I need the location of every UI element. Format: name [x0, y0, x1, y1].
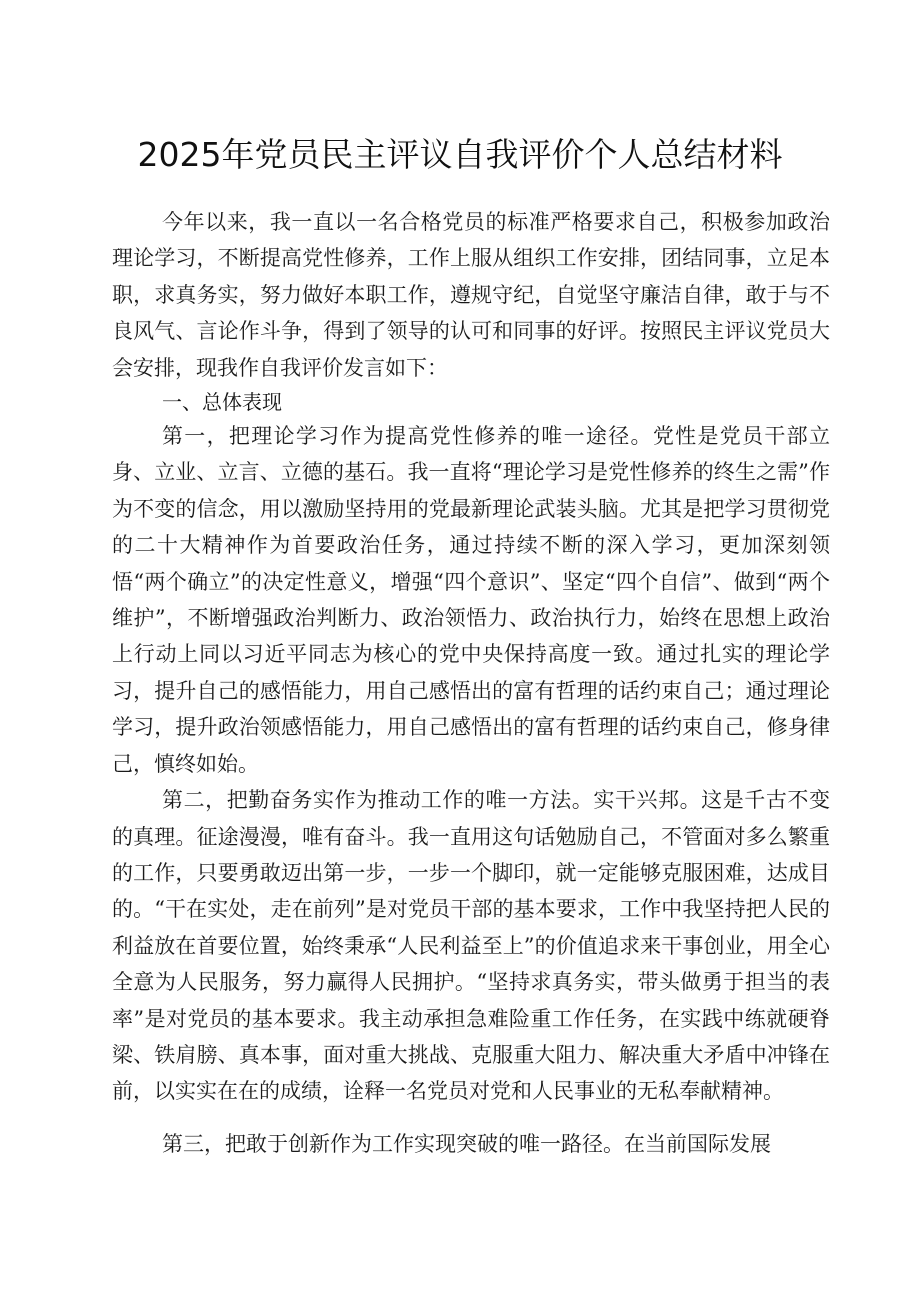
intro-paragraph: 今年以来，我一直以一名合格党员的标准严格要求自己，积极参加政治理论学习，不断提高党性修养，工作上服从组织工作安排，团结同事，立足本职，求真务实，努力做好本职工作，遵规守纪，自觉坚守廉洁自律，敢于与不良风气、言论作斗争，得到了领导的认可和同事的好评。按照民主评议党员大会安排，现我作自我评价发言如下： [112, 210, 830, 380]
document-body [112, 204, 830, 1162]
paragraph-spacer [112, 1110, 830, 1126]
paragraph-second: 第二，把勤奋务实作为推动工作的唯一方法。实干兴邦。这是千古不变的真理。征途漫漫，唯有奋斗。我一直用这句话勉励自己，不管面对多么繁重的工作，只要勇敢迈出第一步，一步一个脚印，就一定能够克服困难，达成目的。“干在实处，走在前列”是对党员干部的基本要求，工作中我坚持把人民的利益放在首要位置，始终秉承“人民利益至上”的价值追求来干事创业，用全心全意为人民服务，努力赢得人民拥护。“坚持求真务实，带头做勇于担当的表率”是对党员的基本要求。我主动承担急难险重工作任务，在实践中练就硬脊梁、铁肩膀、真本事，面对重大挑战、克服重大阻力、解决重大矛盾中冲锋在前，以实实在在的成绩，诠释一名党员对党和人民事业的无私奉献精神。 [112, 788, 830, 1104]
paragraph-third: 第三，把敢于创新作为工作实现突破的唯一路径。在当前国际发展 [162, 1131, 771, 1156]
paragraph-first: 第一，把理论学习作为提高党性修养的唯一途径。党性是党员干部立身、立业、立言、立德的基石。我一直将“理论学习是党性修养的终生之需”作为不变的信念，用以激励坚持用的党最新理论武装头脑。尤其是把学习贯彻党的二十大精神作为首要政治任务，通过持续不断的深入学习，更加深刻领悟“两个确立”的决定性意义，增强“四个意识”、坚定“四个自信”、做到“两个维护”，不断增强政治判断力、政治领悟力、政治执行力，始终在思想上政治上行动上同以习近平同志为核心的党中央保持高度一致。通过扎实的理论学习，提升自己的感悟能力，用自己感悟出的富有哲理的话约束自己；通过理论学习，提升政治领感悟能力，用自己感悟出的富有哲理的话约束自己，修身律己，慎终如始。 [112, 424, 830, 776]
document-title: 2025年党员民主评议自我评价个人总结材料 [137, 135, 783, 174]
section-heading-overall: 一、总体表现 [162, 390, 282, 415]
